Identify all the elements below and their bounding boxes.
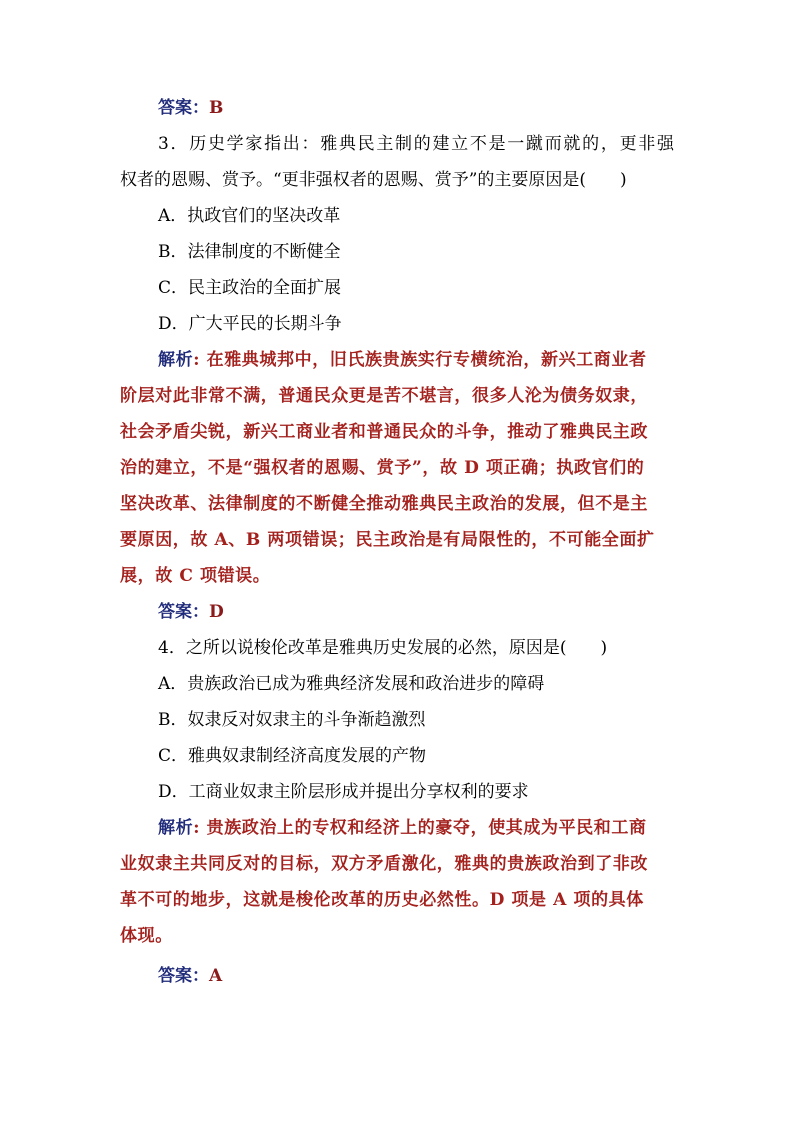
explanation-text: : 贵族政治上的专权和经济上的豪夺，使其成为平民和工商 [193,818,647,838]
question-3-text-line-2 [120,170,627,190]
question-4-line-1: 4．之所以说梭伦改革是雅典历史发展的必然，原因是( ) [158,638,608,658]
answer-value: B [209,98,224,118]
explanation-label: 解析 [158,818,194,838]
question-4-explanation-line-3 [120,890,644,910]
option-text: A．执政官们的坚决改革 [158,206,341,226]
question-3-explanation-line-5 [120,494,648,514]
question-4-answer-line [158,966,222,986]
explanation-text: 坚决改革、法律制度的不断健全推动雅典民主政治的发展，但不是主 [120,494,648,514]
question-3-option-c [158,278,341,298]
explanation-text: 体现。 [120,926,173,946]
question-3-explanation-line-1 [158,350,647,370]
explanation-text: 业奴隶主共同反对的目标，双方矛盾激化，雅典的贵族政治到了非改 [120,854,648,874]
question-3-explanation-line-2 [120,386,648,406]
question-4-explanation-line-1 [158,818,647,838]
question-4-option-c [158,746,426,766]
option-text: C．雅典奴隶制经济高度发展的产物 [158,746,427,766]
question-4-option-d [158,782,529,802]
answer-value: A [209,966,223,986]
question-4-text-line-1 [158,638,607,658]
option-text: A．贵族政治已成为雅典经济发展和政治进步的障碍 [158,674,545,694]
question-3-line-2: 权者的恩赐、赏予。“更非强权者的恩赐、赏予”的主要原因是( ) [120,170,627,190]
explanation-text: 要原因，故 A、B 两项错误；民主政治是有局限性的，不可能全面扩 [120,530,655,550]
question-3-option-d [158,314,342,334]
explanation-text: : 在雅典城邦中，旧氏族贵族实行专横统治，新兴工商业者 [193,350,647,370]
answer-line [158,98,223,118]
question-3-explanation-line-6 [120,530,655,550]
question-4-option-b [158,710,426,730]
question-3-answer-line [158,602,224,622]
explanation-text: 社会矛盾尖锐，新兴工商业者和普通民众的斗争，推动了雅典民主政 [120,422,648,442]
option-text: B．法律制度的不断健全 [158,242,341,262]
explanation-label: 解析 [158,350,194,370]
explanation-text: 治的建立，不是“强权者的恩赐、赏予”，故 D 项正确；执政官们的 [120,458,645,478]
question-3-option-b [158,242,341,262]
answer-label: 答案： [158,966,209,986]
question-4-explanation-line-4 [120,926,173,946]
option-text: C．民主政治的全面扩展 [158,278,342,298]
answer-label: 答案： [158,98,209,118]
answer-value: D [209,602,224,622]
option-text: D．工商业奴隶主阶层形成并提出分享权利的要求 [158,782,529,802]
question-3-explanation-line-3 [120,422,648,442]
question-3-line-1: 3．历史学家指出：雅典民主制的建立不是一蹴而就的，更非强 [158,134,674,154]
explanation-text: 阶层对此非常不满，普通民众更是苦不堪言，很多人沦为债务奴隶， [120,386,648,406]
explanation-text: 革不可的地步，这就是梭伦改革的历史必然性。D 项是 A 项的具体 [120,890,644,910]
explanation-text: 展，故 C 项错误。 [120,566,271,586]
question-3-explanation-line-7 [120,566,270,586]
question-4-explanation-line-2 [120,854,648,874]
question-3-option-a [158,206,340,226]
question-4-option-a [158,674,544,694]
option-text: B．奴隶反对奴隶主的斗争渐趋激烈 [158,710,426,730]
question-3-text-line-1 [158,134,674,154]
question-3-explanation-line-4 [120,458,644,478]
answer-label: 答案： [158,602,209,622]
option-text: D．广大平民的长期斗争 [158,314,342,334]
